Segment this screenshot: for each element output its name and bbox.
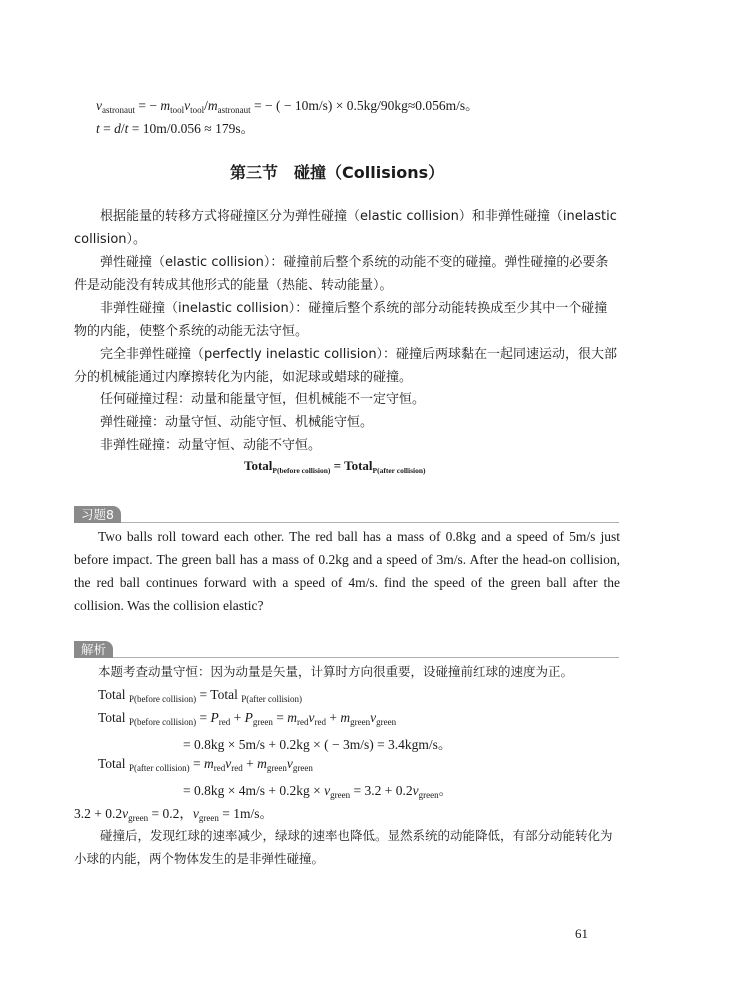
paragraph-2 <box>74 251 619 297</box>
text: + <box>230 710 245 725</box>
text: Total <box>98 756 126 771</box>
sub: green <box>252 717 273 727</box>
velocity-equation <box>96 94 479 114</box>
sub: P(before collision) <box>272 466 331 475</box>
text: = − ( − 10m/s) × 0.5kg/90kg≈0.056m/s <box>250 98 466 113</box>
conclusion-text: 碰撞后，发现红球的速率减少，绿球的速率也降低。显然系统的动能降低，有部分动能转化为小球的内能，两个物体发生的是非弹性碰撞。 <box>74 828 613 866</box>
var-v: v <box>184 98 191 113</box>
var-p: P <box>244 710 253 725</box>
text: Total <box>98 687 126 702</box>
period: 。 <box>465 98 479 114</box>
solution-line-3 <box>183 733 451 753</box>
solution-line-6 <box>74 802 273 822</box>
solution-line-1 <box>98 687 302 703</box>
solution-intro: 本题考查动量守恒：因为动量是矢量，计算时方向很重要，设碰撞前红球的速度为正。 <box>98 664 574 679</box>
solution-line-2 <box>98 710 396 726</box>
sub: P(before collision) <box>128 694 197 704</box>
var-t: t <box>96 121 100 136</box>
paragraph-text: 弹性碰撞（elastic collision）：碰撞前后整个系统的动能不变的碰撞。弹性碰撞的必要条件是动能没有转成其他形式的能量（热能、转动能量）。 <box>74 255 609 293</box>
text: Total <box>98 710 126 725</box>
sub: tool <box>170 105 185 115</box>
solution-divider <box>74 657 619 658</box>
sub: green <box>330 790 351 800</box>
sub: red <box>297 717 309 727</box>
var-d: d <box>114 121 121 136</box>
var-v: v <box>225 756 232 771</box>
text: = <box>189 756 205 771</box>
sub: P(after collision) <box>128 763 190 773</box>
var-v: v <box>324 783 331 798</box>
sub: P(after collision) <box>241 694 302 704</box>
var-m: m <box>204 756 214 771</box>
exercise-body: Two balls roll toward each other. The red ball has a mass of 0.8kg and a speed of 5m/s just before impact. The green ball has a mass of 0.2kg and a speed of 3m/s. After the head-on collision, the red ball continues forward with a speed of 4m/s. find the speed of the green ball after the collision. Was the collision elastic? <box>74 529 620 613</box>
text: + <box>242 756 258 771</box>
var-v: v <box>286 756 293 771</box>
sub: green <box>266 763 287 773</box>
sub: green <box>418 790 439 800</box>
paragraph-6 <box>74 411 619 434</box>
paragraph-text: 非弹性碰撞（inelastic collision）：碰撞后整个系统的部分动能转换成至少其中一个碰撞物的内能，使整个系统的动能无法守恒。 <box>74 301 608 339</box>
paragraph-5 <box>74 388 619 411</box>
exercise-text <box>74 525 620 617</box>
text: = <box>272 710 288 725</box>
paragraph-text: 根据能量的转移方式将碰撞区分为弹性碰撞（elastic collision）和非弹性碰撞（inelastic collision）。 <box>74 209 617 247</box>
paragraph-text: 弹性碰撞：动量守恒、动能守恒、机械能守恒。 <box>100 415 374 430</box>
sub: green <box>128 813 149 823</box>
text: = Total <box>196 687 238 702</box>
var-v: v <box>122 806 129 821</box>
sub: red <box>231 763 243 773</box>
text: = − <box>135 98 161 113</box>
text: / <box>204 98 208 113</box>
period: 。 <box>240 121 255 137</box>
period: 。 <box>259 806 273 822</box>
var-v: v <box>370 710 377 725</box>
text: / <box>120 121 125 136</box>
text: = 0.2， <box>148 806 193 821</box>
text: = <box>196 710 211 725</box>
text: = 3.2 + 0.2 <box>350 783 413 798</box>
paragraph-text: 完全非弹性碰撞（perfectly inelastic collision）：碰撞后两球黏在一起同速运动，很大部分的机械能通过内摩擦转化为内能，如泥球或蜡球的碰撞。 <box>74 347 618 385</box>
sub: red <box>218 717 231 727</box>
sub: tool <box>190 105 205 115</box>
sub: P(before collision) <box>128 717 197 727</box>
solution-line-4 <box>98 756 313 772</box>
paragraph-text: 非弹性碰撞：动量守恒、动能不守恒。 <box>100 438 322 453</box>
time-equation <box>96 117 254 137</box>
paragraph-text: 任何碰撞过程：动量和能量守恒，但机械能不一定守恒。 <box>100 392 426 407</box>
sub: green <box>198 813 219 823</box>
var-t: t <box>124 121 129 136</box>
var-m: m <box>287 710 298 725</box>
var-m: m <box>207 98 218 113</box>
var-v: v <box>96 98 102 113</box>
var-m: m <box>257 756 267 771</box>
paragraph-1 <box>74 205 619 251</box>
text: = 0.8kg × 5m/s + 0.2kg × ( − 3m/s) = 3.4kgm/s <box>183 737 438 752</box>
period: 。 <box>437 737 452 753</box>
var-m: m <box>340 710 351 725</box>
sub: green <box>350 717 371 727</box>
text: = <box>330 458 345 473</box>
momentum-formula <box>244 458 426 474</box>
var-v: v <box>308 710 315 725</box>
solution-label: 解析 <box>74 641 113 658</box>
sub: green <box>376 717 397 727</box>
sub: astronaut <box>102 105 135 115</box>
section-title: 第三节 碰撞（Collisions） <box>230 163 445 182</box>
var-p: P <box>210 710 219 725</box>
sub: green <box>292 763 313 773</box>
sub: astronaut <box>217 105 251 115</box>
text: = 1m/s <box>218 806 260 821</box>
sub: P(after collision) <box>372 466 426 475</box>
formula-total: Total <box>344 458 373 473</box>
period: 。 <box>438 783 453 799</box>
var-v: v <box>412 783 419 798</box>
sub: red <box>213 763 226 773</box>
exercise-divider <box>74 522 619 523</box>
paragraph-3 <box>74 297 619 343</box>
sub: red <box>314 717 327 727</box>
paragraph-4 <box>74 343 619 389</box>
exercise-label: 习题8 <box>74 506 121 523</box>
solution-conclusion <box>74 824 619 870</box>
page-number: 61 <box>575 926 588 941</box>
paragraph-7 <box>74 434 619 457</box>
var-m: m <box>160 98 171 113</box>
solution-line-5 <box>183 779 452 799</box>
text: = <box>99 121 115 136</box>
formula-total: Total <box>244 458 273 473</box>
text: 3.2 + 0.2 <box>74 806 123 821</box>
text: = 0.8kg × 4m/s + 0.2kg × <box>183 783 325 798</box>
var-v: v <box>192 806 199 821</box>
text: + <box>326 710 341 725</box>
text: = 10m/0.056 ≈ 179s <box>128 121 241 136</box>
